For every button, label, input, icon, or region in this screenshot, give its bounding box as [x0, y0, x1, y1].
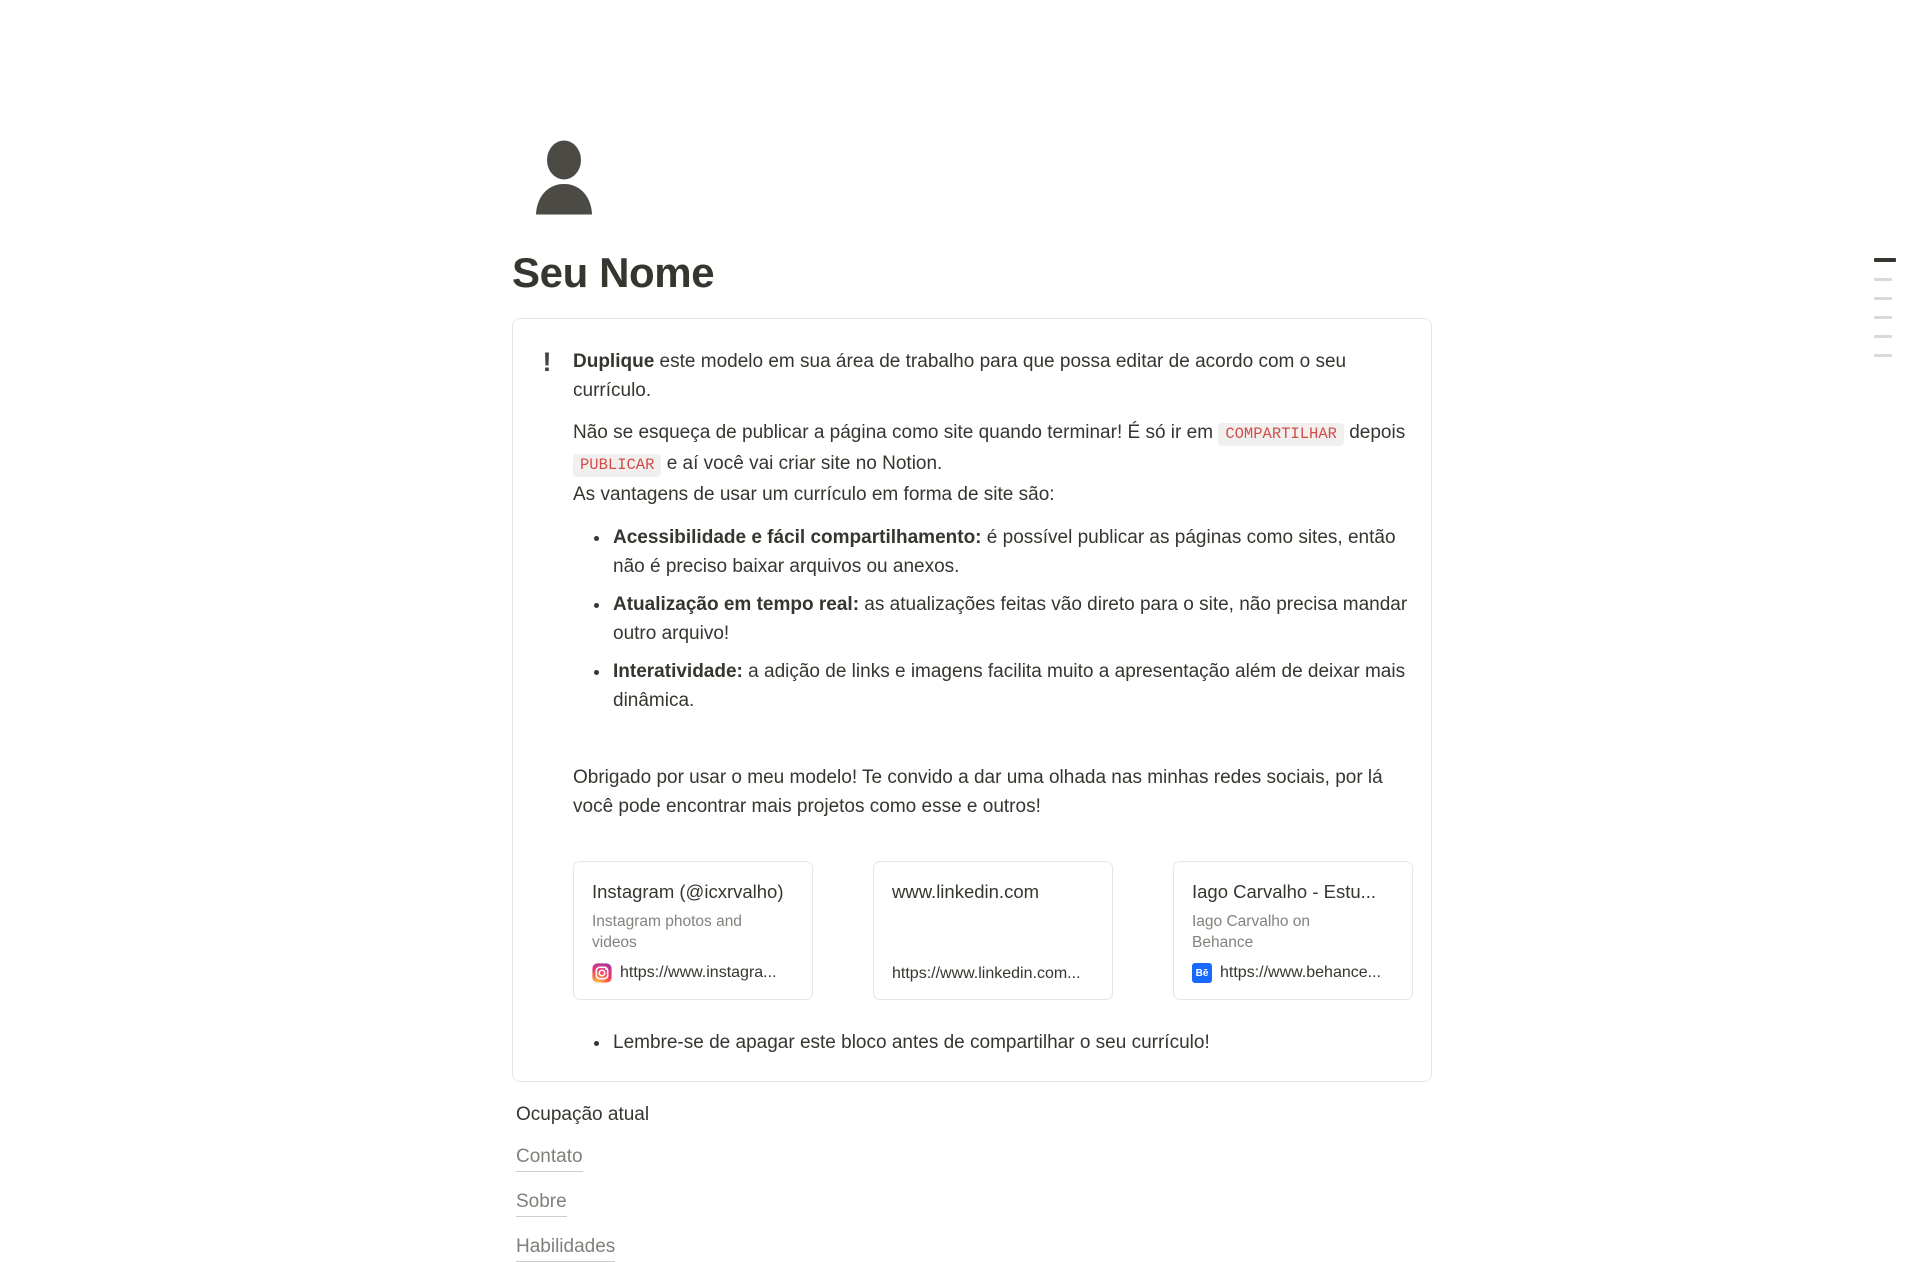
card-url-row: [1192, 953, 1394, 983]
toc-line[interactable]: [1874, 278, 1892, 281]
bullet-1-text: é possível publicar as páginas como sites, então não é preciso baixar arquivos ou anexos.: [613, 527, 1396, 578]
bullet-1-bold: Acessibilidade e fácil compartilhamento:: [613, 527, 982, 549]
card-description: Iago Carvalho on Behance: [1192, 913, 1311, 952]
publish-text-1: Não se esqueça de publicar a página como site quando terminar! É só ir em: [573, 422, 1219, 444]
card-url: https://www.instagra...: [620, 964, 777, 982]
toc-line[interactable]: [1874, 335, 1892, 338]
social-link-cards: [573, 861, 1413, 1000]
card-url-row: [892, 955, 1094, 983]
publish-text-2: depois: [1343, 422, 1406, 444]
bold-duplique: Duplique: [573, 351, 655, 373]
behance-icon: Bē: [1192, 963, 1212, 983]
duplique-rest: este modelo em sua área de trabalho para que possa editar de acordo com o seu currículo.: [573, 351, 1347, 402]
list-item: [611, 657, 1413, 715]
card-url-row: [592, 953, 794, 983]
page-title[interactable]: Seu Nome: [512, 249, 715, 296]
callout-body: [573, 347, 1413, 1057]
bullet-3-bold: Interatividade:: [613, 661, 743, 683]
page-avatar[interactable]: [531, 139, 597, 216]
table-of-contents-indicator: [1874, 258, 1896, 373]
reminder-list: [573, 1028, 1413, 1057]
list-item: [611, 523, 1413, 581]
instagram-icon: [592, 963, 612, 983]
paragraph-publish: [573, 418, 1413, 509]
link-habilidades[interactable]: Habilidades: [516, 1235, 615, 1262]
link-sobre[interactable]: Sobre: [516, 1190, 567, 1217]
bullet-2-text: as atualizações feitas vão direto para o site, não precisa mandar outro arquivo!: [613, 594, 1408, 645]
exclamation-icon: !: [542, 347, 552, 378]
card-title: Iago Carvalho - Estu...: [1192, 881, 1377, 903]
toc-line[interactable]: [1874, 354, 1892, 357]
instagram-link-card[interactable]: [573, 861, 813, 1000]
toc-line[interactable]: [1874, 316, 1892, 319]
instructions-callout: [512, 318, 1432, 1082]
reminder-item: • Lembre-se de apagar este bloco antes de compartilhar o seu currículo!: [611, 1028, 1413, 1057]
advantages-list: [573, 523, 1413, 715]
paragraph-duplicate: [573, 347, 1413, 405]
bullet-2-bold: Atualização em tempo real:: [613, 594, 860, 616]
thanks-paragraph: Obrigado por usar o meu modelo! Te convido a dar uma olhada nas minhas redes sociais, por lá você pode encontrar mais projetos como esse e outros!: [573, 767, 1383, 818]
person-icon: [531, 139, 597, 216]
card-url: https://www.behance...: [1220, 964, 1381, 982]
linkedin-link-card[interactable]: [873, 861, 1113, 1000]
card-url: https://www.linkedin.com...: [892, 965, 1081, 983]
bullet-3-text: a adição de links e imagens facilita muito a apresentação além de deixar mais dinâmica.: [613, 661, 1406, 712]
toc-line-active[interactable]: [1874, 258, 1896, 262]
section-links: [512, 1127, 1434, 1262]
page-content: [512, 0, 1434, 1262]
publicar-code-chip: PUBLICAR: [573, 454, 661, 477]
card-title: www.linkedin.com: [892, 881, 1040, 903]
publish-text-3: e aí você vai criar site no Notion.: [661, 453, 943, 475]
link-contato[interactable]: Contato: [516, 1145, 583, 1172]
card-title: Instagram (@icxrvalho): [592, 881, 784, 903]
card-description: Instagram photos and videos: [592, 913, 742, 952]
occupation-text: Ocupação atual: [516, 1104, 650, 1126]
behance-link-card[interactable]: [1173, 861, 1413, 1000]
toc-line[interactable]: [1874, 297, 1892, 300]
advantages-intro: As vantagens de usar um currículo em forma de site são:: [573, 484, 1055, 506]
list-item: [611, 590, 1413, 648]
compartilhar-code-chip: COMPARTILHAR: [1218, 423, 1344, 446]
